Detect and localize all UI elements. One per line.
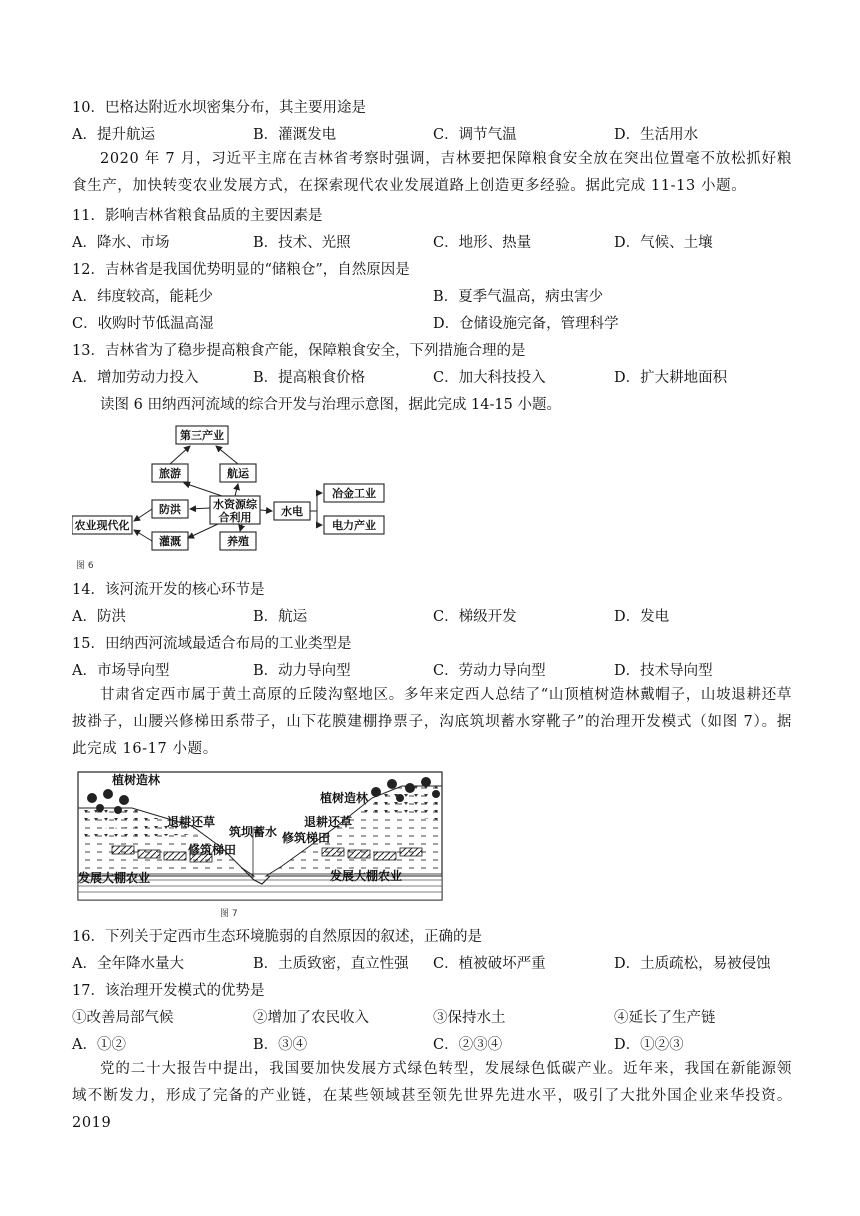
question-15-stem: 15．田纳西河流域最适合布局的工业类型是: [72, 636, 352, 652]
q15-option-a: A．市场导向型: [72, 663, 170, 679]
q16-option-d: D．土质疏松，易被侵蚀: [614, 956, 771, 972]
label-tertiary-industry: 第三产业: [180, 429, 224, 442]
question-13-stem: 13．吉林省为了稳步提高粮食产能，保障粮食安全，下列措施合理的是: [72, 343, 526, 359]
label-water-resources-1: 水资源综: [213, 498, 257, 511]
figure-7-diagram: [72, 768, 447, 920]
q12-option-d: D．仓储设施完备，管理科学: [433, 316, 619, 332]
label-left-grass: 退耕还草: [167, 815, 216, 829]
figure-7-caption: 图 7: [220, 909, 238, 919]
q14-option-d: D．发电: [614, 609, 670, 625]
label-left-greenhouse: 发展大棚农业: [78, 871, 151, 885]
figure-6-caption: 图 6: [76, 561, 94, 571]
question-14-stem: 14．该河流开发的核心环节是: [72, 582, 265, 598]
q12-option-c: C．收购时节低温高湿: [72, 316, 214, 332]
question-11-stem: 11．影响吉林省粮食品质的主要因素是: [72, 208, 323, 224]
label-dam: 筑坝蓄水: [229, 825, 278, 839]
question-10-stem: 10．巴格达附近水坝密集分布，其主要用途是: [72, 100, 366, 116]
label-left-afforestation: 植树造林: [112, 773, 161, 787]
q10-option-b: B．灌溉发电: [253, 127, 337, 143]
q17-item-2: ②增加了农民收入: [253, 1010, 369, 1026]
label-right-terraces: 修筑梯田: [282, 831, 331, 845]
figure-6-diagram: [72, 420, 402, 575]
q14-option-a: A．防洪: [72, 609, 126, 625]
label-left-terraces: 修筑梯田: [188, 843, 237, 857]
q10-option-a: A．提升航运: [72, 127, 155, 143]
q15-option-b: B．动力导向型: [253, 663, 351, 679]
q14-option-c: C．梯级开发: [433, 609, 517, 625]
q13-option-d: D．扩大耕地面积: [614, 370, 728, 386]
label-agri-modernization: 农业现代化: [74, 519, 130, 532]
q17-option-c: C．②③④: [433, 1037, 503, 1053]
q15-option-c: C．劳动力导向型: [433, 663, 546, 679]
label-metallurgy: 冶金工业: [332, 487, 376, 500]
q13-option-c: C．加大科技投入: [433, 370, 546, 386]
label-right-afforestation: 植树造林: [320, 791, 369, 805]
q17-option-a: A．①②: [72, 1037, 126, 1053]
label-water-resources-2: 合利用: [218, 511, 252, 524]
label-aquaculture: 养殖: [227, 535, 249, 548]
passage-16-17: 甘肃省定西市属于黄土高原的丘陵沟壑地区。多年来定西人总结了“山顶植树造林戴帽子，山坡退耕还草披褂子，山腰兴修梯田系带子，山下花膜建棚挣票子，沟底筑坝蓄水穿靴子”的治理开发模式（如图 7）。据此完成 16-17 小题。: [72, 687, 792, 757]
q10-option-c: C．调节气温: [433, 127, 517, 143]
q12-option-a: A．纬度较高，能耗少: [72, 289, 213, 305]
passage-outro: 党的二十大报告中提出，我国要加快发展方式绿色转型，发展绿色低碳产业。近年来，我国在新能源领域不断发力，形成了完备的产业链，在某些领域甚至领先世界先进水平，吸引了大批外国企业来华投资。2019: [72, 1061, 792, 1131]
figure-6-arrows: [134, 446, 322, 541]
q16-option-c: C．植被破坏严重: [433, 956, 546, 972]
q17-item-1: ①改善局部气候: [72, 1010, 174, 1026]
q16-option-b: B．土质致密，直立性强: [253, 956, 409, 972]
q12-option-b: B．夏季气温高，病虫害少: [433, 289, 604, 305]
question-16-stem: 16．下列关于定西市生态环境脆弱的自然原因的叙述，正确的是: [72, 929, 482, 945]
q17-item-3: ③保持水土: [433, 1010, 506, 1026]
label-right-grass: 退耕还草: [304, 815, 353, 829]
q17-option-b: B．③④: [253, 1037, 308, 1053]
question-17-stem: 17．该治理开发模式的优势是: [72, 983, 265, 999]
q11-option-d: D．气候、土壤: [614, 235, 713, 251]
q17-option-d: D．①②③: [614, 1037, 684, 1053]
label-irrigation: 灌溉: [159, 535, 181, 548]
q15-option-d: D．技术导向型: [614, 663, 713, 679]
q14-option-b: B．航运: [253, 609, 308, 625]
label-right-greenhouse: 发展大棚农业: [330, 869, 403, 883]
label-flood-control: 防洪: [159, 503, 181, 516]
q16-option-a: A．全年降水量大: [72, 956, 184, 972]
q11-option-b: B．技术、光照: [253, 235, 351, 251]
label-hydropower: 水电: [281, 505, 303, 518]
q13-option-a: A．增加劳动力投入: [72, 370, 199, 386]
q17-item-4: ④延长了生产链: [614, 1010, 716, 1026]
q13-option-b: B．提高粮食价格: [253, 370, 366, 386]
question-12-stem: 12．吉林省是我国优势明显的“储粮仓”，自然原因是: [72, 262, 410, 278]
q10-option-d: D．生活用水: [614, 127, 699, 143]
passage-11-13: 2020 年 7 月，习近平主席在吉林省考察时强调，吉林要把保障粮食安全放在突出位置毫不放松抓好粮食生产，加快转变农业发展方式，在探索现代农业发展道路上创造更多经验。据此完成 11-13 小题。: [72, 151, 792, 194]
q11-option-c: C．地形、热量: [433, 235, 532, 251]
q11-option-a: A．降水、市场: [72, 235, 170, 251]
label-shipping: 航运: [227, 467, 249, 480]
passage-14-15: 读图 6 田纳西河流域的综合开发与治理示意图，据此完成 14-15 小题。: [100, 397, 561, 413]
label-power-industry: 电力产业: [332, 519, 376, 532]
label-tourism: 旅游: [159, 467, 181, 480]
